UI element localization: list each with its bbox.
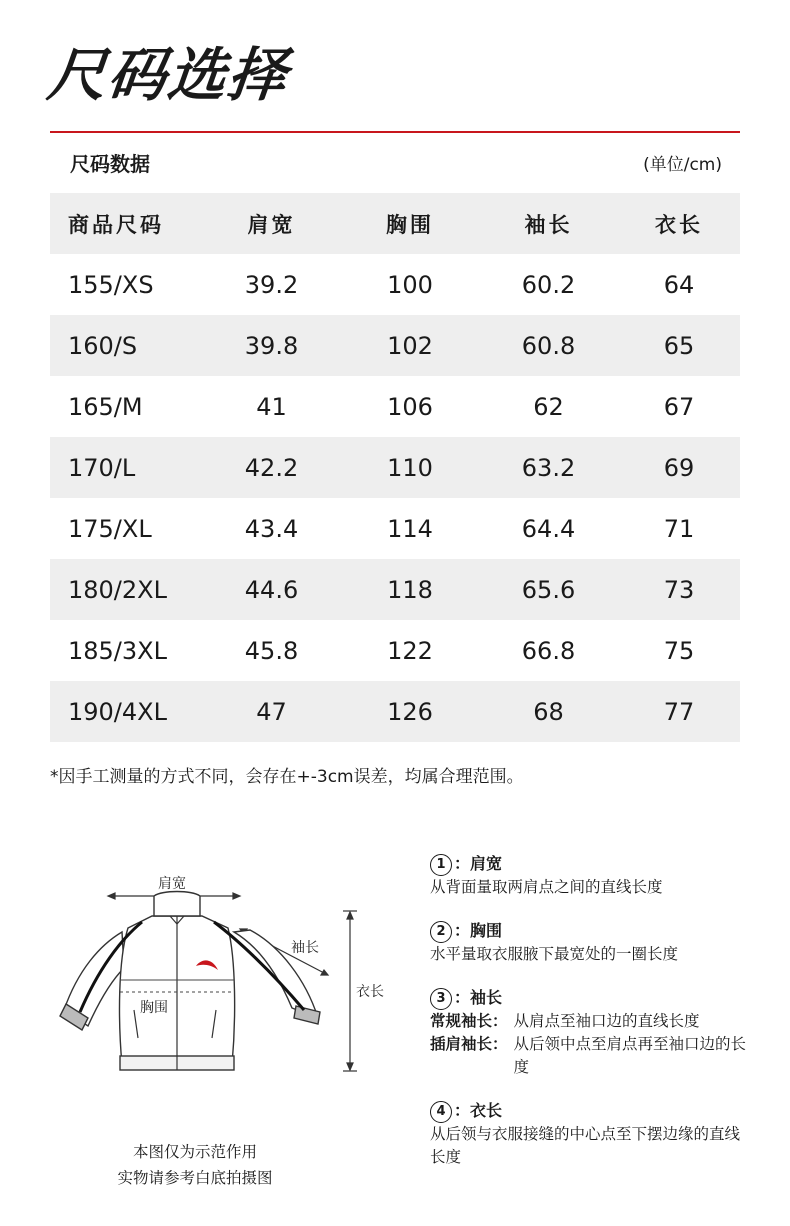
jacket-diagram bbox=[50, 860, 390, 1100]
cell-size: 190/4XL bbox=[50, 681, 202, 742]
definition-subitem bbox=[430, 1033, 750, 1079]
page-title: 尺码选择 bbox=[44, 41, 292, 109]
cell-chest: 114 bbox=[387, 514, 433, 543]
footnote: *因手工测量的方式不同，会存在+-3cm误差，均属合理范围。 bbox=[50, 767, 524, 787]
definition-title: ：肩宽 bbox=[454, 854, 503, 873]
cell-sleeve: 64.4 bbox=[521, 514, 576, 543]
table-row bbox=[50, 437, 740, 498]
cell-size: 175/XL bbox=[68, 514, 152, 543]
cell-sleeve: 60.2 bbox=[521, 270, 576, 299]
title-divider bbox=[50, 131, 740, 133]
cell-length: 69 bbox=[618, 437, 740, 498]
definition-sleeve bbox=[430, 986, 750, 1079]
header-sleeve: 袖长 bbox=[479, 193, 618, 254]
cell-shoulder: 45.8 bbox=[244, 636, 299, 665]
cell-length: 67 bbox=[663, 392, 695, 421]
cell-size: 155/XS bbox=[68, 270, 154, 299]
cell-shoulder: 43.4 bbox=[244, 514, 299, 543]
number-3-icon: 3 bbox=[430, 988, 452, 1010]
definition-length bbox=[430, 1099, 750, 1169]
subitem-text: 从后领中点至肩点再至袖口边的长度 bbox=[513, 1035, 747, 1076]
cell-chest: 110 bbox=[341, 437, 479, 498]
cell-chest: 102 bbox=[341, 315, 479, 376]
table-row bbox=[50, 620, 740, 681]
section-title: 尺码数据 bbox=[70, 152, 150, 176]
shoulder-label: 肩宽 bbox=[158, 876, 186, 892]
definition-title: ：衣长 bbox=[454, 1101, 503, 1120]
number-1-icon: 1 bbox=[430, 854, 452, 876]
definition-subitem bbox=[430, 1010, 750, 1033]
length-dimension bbox=[343, 911, 357, 1071]
cell-length: 75 bbox=[663, 636, 695, 665]
cell-sleeve: 63.2 bbox=[479, 437, 618, 498]
cell-chest: 126 bbox=[341, 681, 479, 742]
diagram-caption-line2: 实物请参考白底拍摄图 bbox=[117, 1169, 273, 1187]
cell-shoulder: 42.2 bbox=[202, 437, 341, 498]
cell-sleeve: 68 bbox=[479, 681, 618, 742]
header-size: 商品尺码 bbox=[50, 193, 202, 254]
cell-chest: 122 bbox=[387, 636, 433, 665]
unit-note: (单位/cm) bbox=[643, 155, 722, 175]
header-chest: 胸围 bbox=[341, 193, 479, 254]
definition-text: 水平量取衣服腋下最宽处的一圈长度 bbox=[430, 945, 679, 963]
number-4-icon: 4 bbox=[430, 1101, 452, 1123]
table-row bbox=[50, 498, 740, 559]
cell-shoulder: 47 bbox=[202, 681, 341, 742]
table-row bbox=[50, 376, 740, 437]
cell-shoulder: 44.6 bbox=[202, 559, 341, 620]
cell-sleeve: 62 bbox=[533, 392, 564, 421]
header-shoulder: 肩宽 bbox=[202, 193, 341, 254]
measurement-definitions bbox=[430, 852, 750, 1189]
chest-label: 胸围 bbox=[140, 1000, 168, 1016]
table-row bbox=[50, 681, 740, 742]
cell-shoulder: 41 bbox=[256, 392, 287, 421]
definition-text: 从后领与衣服接缝的中心点至下摆边缘的直线长度 bbox=[430, 1125, 741, 1166]
subitem-text: 从肩点至袖口边的直线长度 bbox=[513, 1012, 700, 1030]
cell-length: 64 bbox=[663, 270, 695, 299]
cell-size: 185/3XL bbox=[68, 636, 167, 665]
cell-size: 165/M bbox=[68, 392, 143, 421]
length-label: 衣长 bbox=[356, 984, 384, 1000]
definition-text: 从背面量取两肩点之间的直线长度 bbox=[430, 878, 663, 896]
cell-chest: 100 bbox=[387, 270, 433, 299]
number-2-icon: 2 bbox=[430, 921, 452, 943]
cell-size: 160/S bbox=[50, 315, 202, 376]
table-row bbox=[50, 559, 740, 620]
diagram-caption-line1: 本图仅为示范作用 bbox=[132, 1143, 257, 1161]
cell-length: 71 bbox=[663, 514, 695, 543]
table-row bbox=[50, 254, 740, 315]
cell-length: 65 bbox=[618, 315, 740, 376]
size-table bbox=[50, 193, 740, 742]
header-length: 衣长 bbox=[618, 193, 740, 254]
definition-chest bbox=[430, 919, 750, 966]
cell-shoulder: 39.2 bbox=[244, 270, 299, 299]
cell-chest: 118 bbox=[341, 559, 479, 620]
cell-sleeve: 65.6 bbox=[479, 559, 618, 620]
cell-shoulder: 39.8 bbox=[202, 315, 341, 376]
subitem-label: 常规袖长： bbox=[430, 1012, 508, 1030]
table-row bbox=[50, 315, 740, 376]
table-header-row bbox=[50, 193, 740, 254]
definition-title: ：袖长 bbox=[454, 988, 503, 1007]
cell-length: 73 bbox=[618, 559, 740, 620]
sleeve-label: 袖长 bbox=[291, 940, 319, 956]
definition-title: ：胸围 bbox=[454, 921, 503, 940]
cell-chest: 106 bbox=[387, 392, 433, 421]
cell-size: 180/2XL bbox=[50, 559, 202, 620]
subitem-label: 插肩袖长： bbox=[430, 1035, 508, 1053]
jacket-outline bbox=[60, 892, 320, 1071]
cell-length: 77 bbox=[618, 681, 740, 742]
definition-shoulder bbox=[430, 852, 750, 899]
cell-sleeve: 60.8 bbox=[479, 315, 618, 376]
cell-size: 170/L bbox=[50, 437, 202, 498]
cell-sleeve: 66.8 bbox=[521, 636, 576, 665]
